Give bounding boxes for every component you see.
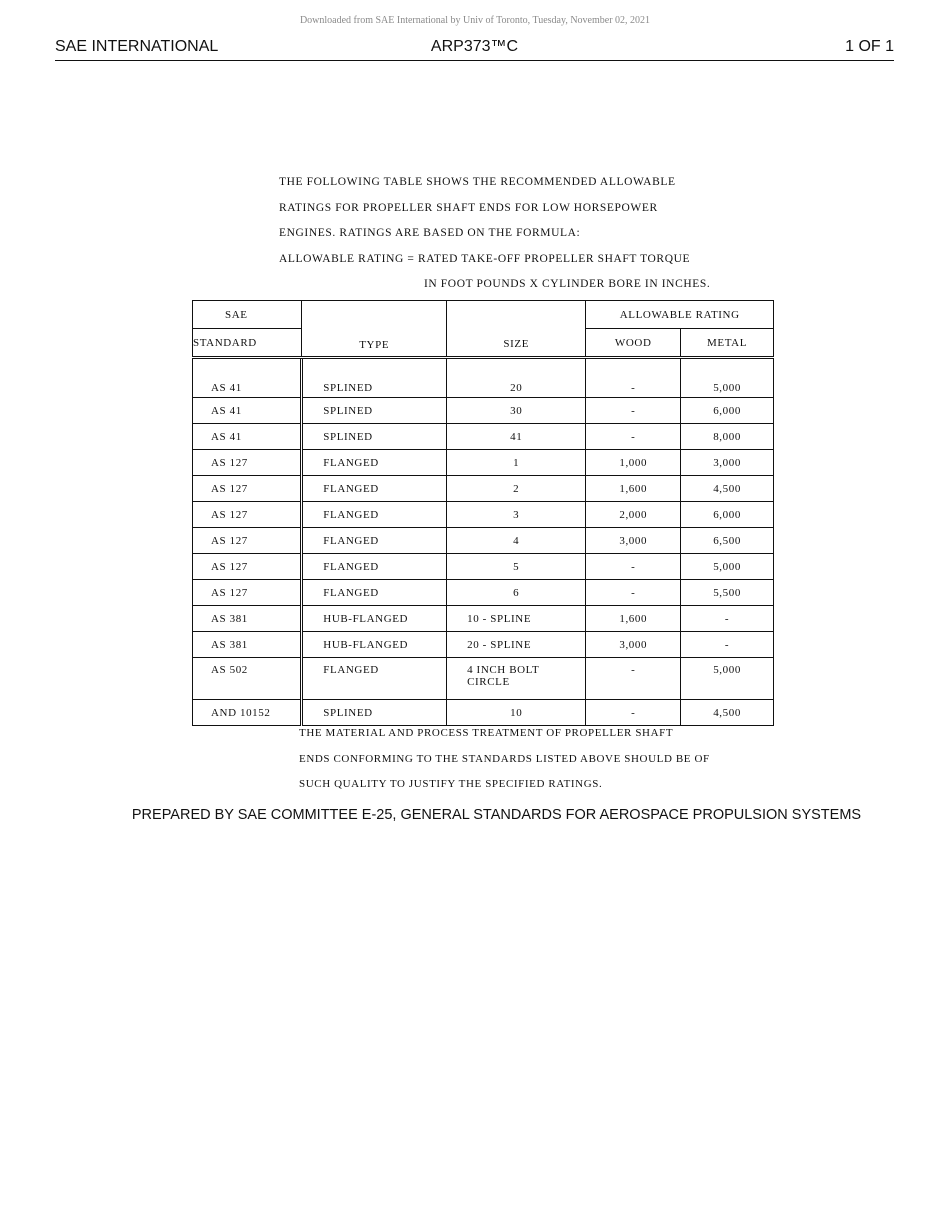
cell-type: FLANGED: [302, 658, 447, 700]
cell-wood: -: [586, 658, 681, 700]
table-row: [193, 632, 774, 658]
ratings-table: [192, 300, 774, 726]
cell-size: 10: [447, 700, 586, 726]
intro-line: RATINGS FOR PROPELLER SHAFT ENDS FOR LOW HORSEPOWER: [279, 201, 658, 214]
cell-wood: 1,600: [586, 476, 681, 502]
header-wood: WOOD: [586, 329, 681, 358]
cell-size: 4: [447, 528, 586, 554]
cell-type: FLANGED: [302, 450, 447, 476]
cell-type: SPLINED: [302, 424, 447, 450]
cell-type: FLANGED: [302, 554, 447, 580]
note-line: ENDS CONFORMING TO THE STANDARDS LISTED ABOVE SHOULD BE OF: [299, 752, 710, 765]
cell-type: HUB-FLANGED: [302, 606, 447, 632]
cell-wood: -: [586, 424, 681, 450]
download-watermark: Downloaded from SAE International by Univ of Toronto, Tuesday, November 02, 2021: [299, 15, 651, 26]
cell-wood: 3,000: [586, 632, 681, 658]
header-sae: SAE: [193, 301, 302, 329]
cell-size-line: CIRCLE: [467, 676, 510, 688]
cell-standard: AS 127: [193, 502, 302, 528]
header-allowable-rating: ALLOWABLE RATING: [586, 301, 774, 329]
cell-metal: 5,000: [681, 554, 774, 580]
cell-size: 2: [447, 476, 586, 502]
formula-line: ALLOWABLE RATING = RATED TAKE-OFF PROPELLER SHAFT TORQUE: [279, 252, 691, 265]
table-row: [193, 700, 774, 726]
header-document-number: ARP373™C: [430, 38, 519, 55]
cell-wood: 2,000: [586, 502, 681, 528]
table-row: [193, 358, 774, 398]
table-row: [193, 580, 774, 606]
page-header: [55, 38, 894, 61]
cell-standard: AS 41: [193, 398, 302, 424]
cell-size: [447, 658, 586, 700]
cell-metal: 5,000: [681, 358, 774, 398]
cell-metal: 6,000: [681, 398, 774, 424]
header-organization: SAE INTERNATIONAL: [55, 38, 219, 55]
cell-size: 6: [447, 580, 586, 606]
material-note: [299, 727, 759, 804]
table-row: [193, 658, 774, 700]
intro-line: THE FOLLOWING TABLE SHOWS THE RECOMMENDED ALLOWABLE: [279, 176, 676, 188]
cell-metal: 6,000: [681, 502, 774, 528]
cell-type: FLANGED: [302, 476, 447, 502]
cell-metal: 5,500: [681, 580, 774, 606]
table-header-row: [193, 301, 774, 329]
cell-metal: 4,500: [681, 700, 774, 726]
cell-size: 1: [447, 450, 586, 476]
table-row: [193, 450, 774, 476]
cell-standard: AS 127: [193, 450, 302, 476]
cell-wood: -: [586, 358, 681, 398]
cell-size: 3: [447, 502, 586, 528]
cell-type: HUB-FLANGED: [302, 632, 447, 658]
formula-line-continued: IN FOOT POUNDS X CYLINDER BORE IN INCHES.: [424, 278, 711, 290]
cell-size-line: 4 INCH BOLT: [467, 664, 540, 676]
cell-type: FLANGED: [302, 580, 447, 606]
cell-type: FLANGED: [302, 502, 447, 528]
cell-metal: -: [681, 606, 774, 632]
header-size: SIZE: [447, 301, 586, 358]
cell-standard: AS 381: [193, 632, 302, 658]
cell-size: 5: [447, 554, 586, 580]
cell-standard: AS 127: [193, 528, 302, 554]
header-page-count: 1 OF 1: [845, 38, 894, 55]
table-row: [193, 554, 774, 580]
intro-line: ENGINES. RATINGS ARE BASED ON THE FORMULA:: [279, 227, 581, 239]
cell-wood: -: [586, 580, 681, 606]
table-row: [193, 528, 774, 554]
table-row: [193, 502, 774, 528]
intro-paragraph: [279, 176, 749, 304]
prepared-by-statement: PREPARED BY SAE COMMITTEE E-25, GENERAL STANDARDS FOR AEROSPACE PROPULSION SYSTEMS: [131, 807, 862, 823]
cell-wood: -: [586, 700, 681, 726]
cell-wood: 3,000: [586, 528, 681, 554]
cell-standard: AS 41: [193, 358, 302, 398]
cell-standard: AS 381: [193, 606, 302, 632]
cell-size: 10 - SPLINE: [447, 606, 586, 632]
header-type: TYPE: [302, 301, 447, 358]
cell-size: 30: [447, 398, 586, 424]
cell-size: 20 - SPLINE: [447, 632, 586, 658]
note-line: SUCH QUALITY TO JUSTIFY THE SPECIFIED RATINGS.: [299, 778, 603, 790]
cell-size: 41: [447, 424, 586, 450]
cell-wood: 1,600: [586, 606, 681, 632]
table-row: [193, 424, 774, 450]
table-row: [193, 476, 774, 502]
table-row: [193, 398, 774, 424]
cell-wood: 1,000: [586, 450, 681, 476]
cell-metal: 8,000: [681, 424, 774, 450]
cell-metal: 3,000: [681, 450, 774, 476]
cell-standard: AS 127: [193, 580, 302, 606]
cell-type: SPLINED: [302, 398, 447, 424]
table-row: [193, 606, 774, 632]
cell-wood: -: [586, 554, 681, 580]
header-metal: METAL: [681, 329, 774, 358]
cell-standard: AS 502: [193, 658, 302, 700]
cell-metal: 4,500: [681, 476, 774, 502]
cell-standard: AS 127: [193, 554, 302, 580]
note-line: THE MATERIAL AND PROCESS TREATMENT OF PROPELLER SHAFT: [299, 727, 674, 739]
cell-standard: AS 41: [193, 424, 302, 450]
cell-standard: AS 127: [193, 476, 302, 502]
cell-standard: AND 10152: [193, 700, 302, 726]
cell-metal: 5,000: [681, 658, 774, 700]
header-standard: STANDARD: [193, 329, 302, 358]
cell-type: SPLINED: [302, 358, 447, 398]
cell-type: SPLINED: [302, 700, 447, 726]
cell-metal: 6,500: [681, 528, 774, 554]
cell-wood: -: [586, 398, 681, 424]
cell-type: FLANGED: [302, 528, 447, 554]
cell-size: 20: [447, 358, 586, 398]
cell-metal: -: [681, 632, 774, 658]
